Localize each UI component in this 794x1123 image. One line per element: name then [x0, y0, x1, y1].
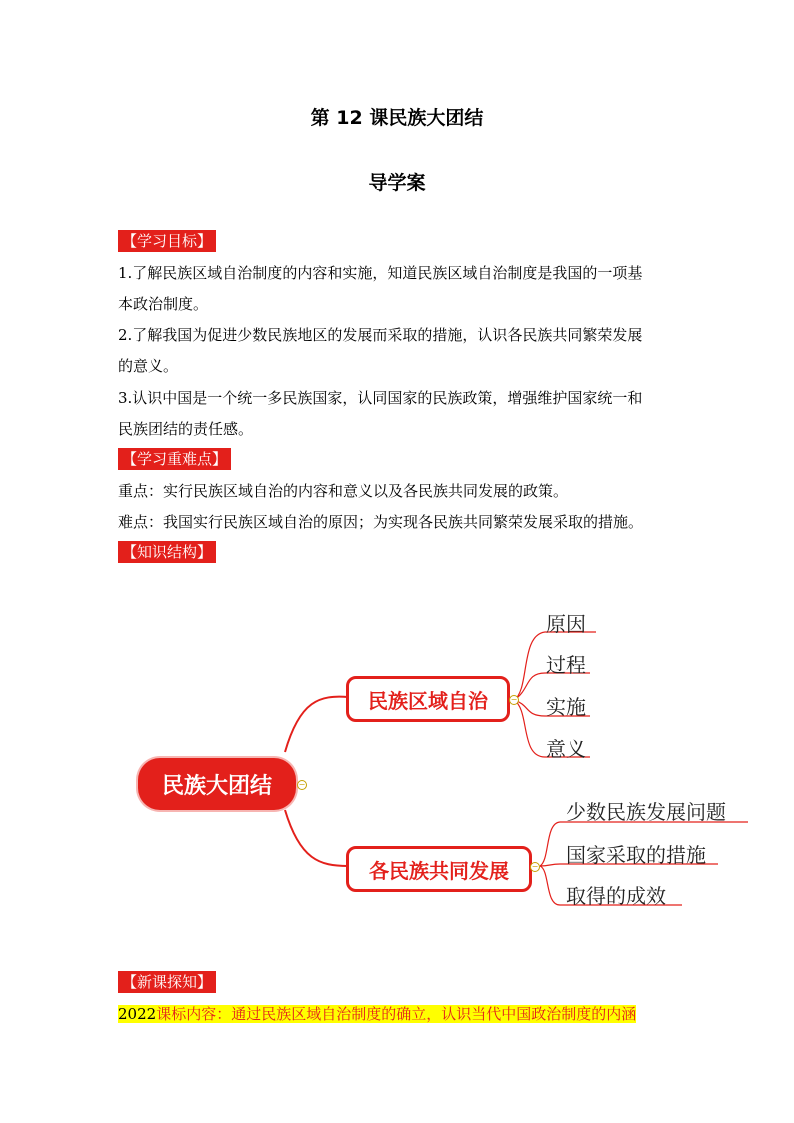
objective-line-1: 1.了解民族区域自治制度的内容和实施，知道民族区域自治制度是我国的一项基 [118, 264, 643, 282]
objective-line-4: 的意义。 [118, 357, 179, 375]
page-subtitle: 导学案 [368, 172, 426, 194]
leaf-state-measures: 国家采取的措施 [566, 843, 706, 867]
objective-line-2: 本政治制度。 [118, 295, 209, 313]
branch-common-development: 各民族共同发展 [346, 846, 532, 892]
newlesson-tag: 【新课探知】 [118, 971, 216, 993]
objective-line-3: 2.了解我国为促进少数民族地区的发展而采取的措施，认识各民族共同繁荣发展 [118, 326, 643, 344]
keypoint-line-2: 难点：我国实行民族区域自治的原因；为实现各民族共同繁荣发展采取的措施。 [118, 513, 644, 531]
structure-tag: 【知识结构】 [118, 541, 216, 563]
leaf-significance: 意义 [546, 737, 586, 761]
page-title: 第 12 课民族大团结 [310, 107, 484, 129]
leaf-reason: 原因 [546, 612, 586, 636]
objective-line-6: 民族团结的责任感。 [118, 420, 254, 438]
leaf-minority-issues: 少数民族发展问题 [566, 800, 726, 824]
leaf-implementation: 实施 [546, 695, 586, 719]
leaf-achievements: 取得的成效 [566, 884, 666, 908]
leaf-process: 过程 [546, 653, 586, 677]
curriculum-year: 2022 [118, 1005, 157, 1023]
keypoints-tag: 【学习重难点】 [118, 448, 231, 470]
mindmap-root: 民族大团结 [138, 758, 296, 810]
branch2-collapse-toggle[interactable]: − [531, 862, 539, 871]
curriculum-line [118, 1003, 636, 1024]
branch1-collapse-toggle[interactable]: − [510, 695, 518, 704]
keypoint-line-1: 重点：实行民族区域自治的内容和意义以及各民族共同发展的政策。 [118, 482, 569, 500]
objectives-tag: 【学习目标】 [118, 230, 216, 252]
curriculum-text: 课标内容：通过民族区域自治制度的确立，认识当代中国政治制度的内涵 [156, 1005, 637, 1023]
objective-line-5: 3.认识中国是一个统一多民族国家，认同国家的民族政策，增强维护国家统一和 [118, 389, 643, 407]
root-collapse-toggle[interactable]: − [298, 780, 306, 789]
branch-autonomy: 民族区域自治 [346, 676, 510, 722]
